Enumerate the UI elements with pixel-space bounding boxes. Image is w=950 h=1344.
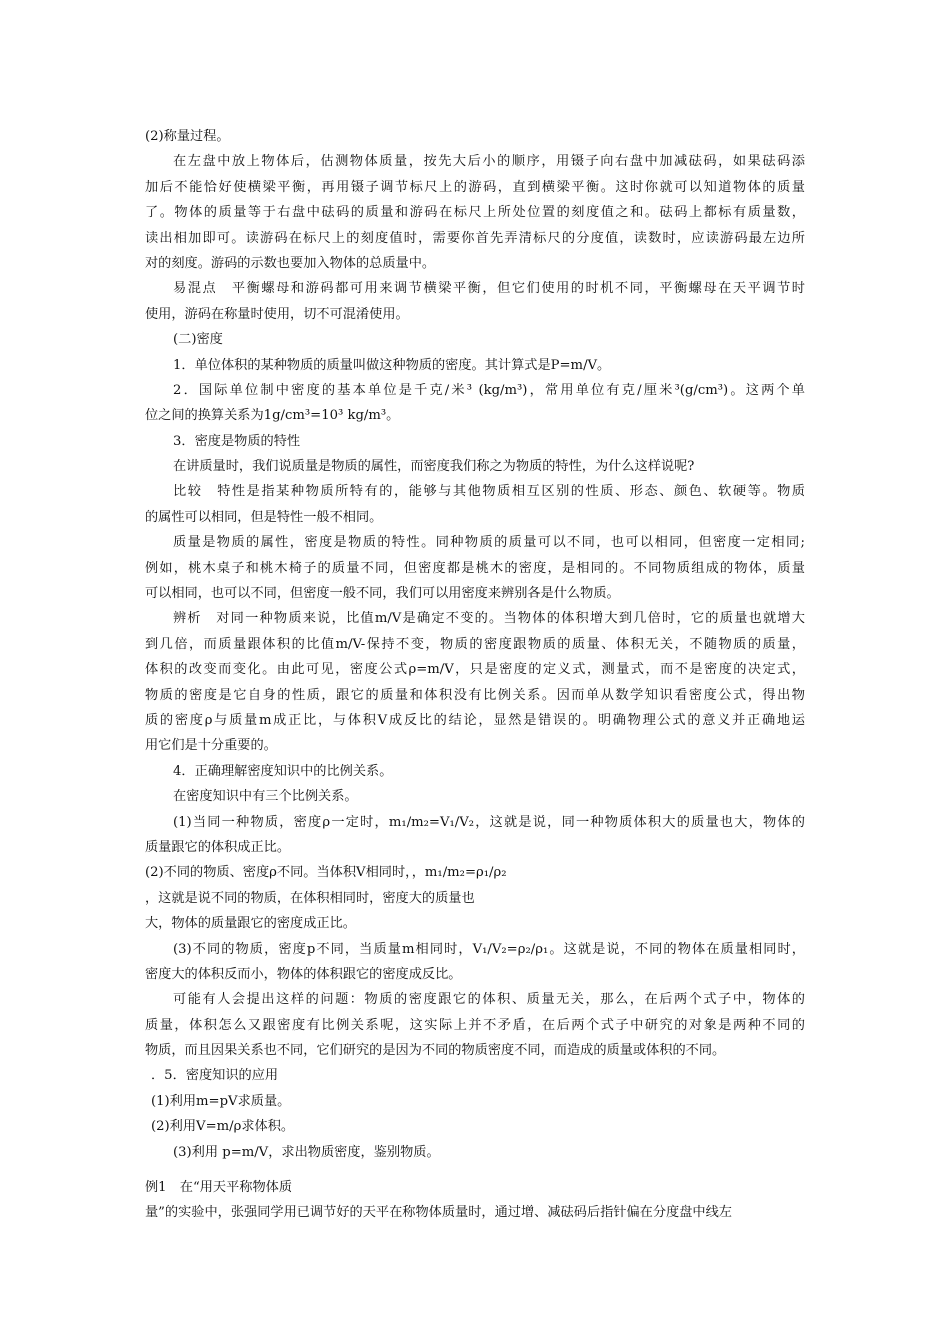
text-line: 易混点 平衡螺母和游码都可用来调节横梁平衡，但它们使用的时机不同，平衡螺母在天平调节时 — [173, 281, 805, 297]
text-line: 对的刻度。游码的示数也要加入物体的总质量中。 — [145, 255, 436, 271]
text-line: 密度大的体积反而小，物体的体积跟它的密度成反比。 — [145, 966, 462, 982]
text-line: 比较 特性是指某种物质所特有的，能够与其他物质相互区别的性质、形态、颜色、软硬等。物质 — [173, 484, 805, 500]
section-heading: 3．密度是物质的特性 — [173, 433, 301, 449]
text-line: 物质，而且因果关系也不同，它们研究的是因为不同的物质密度不同，而造成的质量或体积的不同。 — [145, 1043, 726, 1059]
section-heading: ．5．密度知识的应用 — [151, 1068, 279, 1084]
text-line: 辨析 对同一种物质来说，比值m/V是确定不变的。当物体的体积增大到几倍时，它的质量也就增大 — [173, 611, 805, 627]
text-line: 了。物体的质量等于右盘中砝码的质量和游码在标尺上所处位置的刻度值之和。砝码上都标有质量数， — [145, 205, 805, 221]
document-body — [145, 124, 805, 1226]
text-line: 使用，游码在称量时使用，切不可混淆使用。 — [145, 306, 409, 322]
text-line: 物质的密度是它自身的性质，跟它的质量和体积没有比例关系。因而单从数学知识看密度公式，得出物 — [145, 687, 805, 703]
text-line: (2)称量过程。 — [145, 129, 230, 144]
example-heading: 例1 在“用天平称物体质 — [145, 1180, 293, 1196]
text-line: (2)不同的物质、密度ρ不同。当体积V相同时，，m₁/m₂=ρ₁/ρ₂ — [145, 865, 507, 881]
text-line: (1)当同一种物质，密度ρ一定时，m₁/m₂=V₁/V₂，这就是说，同一种物质体积大的质量也大，物体的 — [173, 814, 805, 830]
text-line: 到几倍，而质量跟体积的比值m/V-保持不变，物质的密度跟物质的质量、体积无关，不随物质的质量， — [145, 636, 805, 652]
text-line: ，这就是说不同的物质，在体积相同时，密度大的质量也 — [145, 890, 475, 906]
text-line: 1．单位体积的某种物质的质量叫做这种物质的密度。其计算式是P=m/V。 — [173, 357, 611, 373]
text-line: 质的密度ρ与质量m成正比，与体积V成反比的结论，显然是错误的。明确物理公式的意义并正确地运 — [145, 712, 805, 728]
text-line: 用它们是十分重要的。 — [145, 738, 277, 754]
text-line: (3)利用 p=m/V，求出物质密度，鉴别物质。 — [173, 1144, 440, 1160]
text-line: 例如，桃木桌子和桃木椅子的质量不同，但密度都是桃木的密度，是相同的。不同物质组成的物体，质量 — [145, 560, 805, 576]
text-line: 质量，体积怎么又跟密度有比例关系呢，这实际上并不矛盾，在后两个式子中研究的对象是两种不同的 — [145, 1017, 805, 1033]
text-line: 质量是物质的属性，密度是物质的特性。同种物质的质量可以不同，也可以相同，但密度一定相同; — [173, 535, 805, 551]
text-line: 读出相加即可。读游码在标尺上的刻度值时，需要你首先弄清标尺的分度值，读数时，应读游码最左边所 — [145, 230, 805, 246]
text-line: 加后不能恰好使横梁平衡，再用镊子调节标尺上的游码，直到横梁平衡。这时你就可以知道物体的质量 — [145, 179, 805, 195]
section-heading: (二)密度 — [173, 332, 223, 348]
text-line: (2)利用V=m/ρ求体积。 — [151, 1119, 295, 1135]
text-line: 2．国际单位制中密度的基本单位是千克/米³ (kg/m³)，常用单位有克/厘米³(g/cm³)。这两个单 — [173, 382, 805, 398]
text-line: 体积的改变而变化。由此可见，密度公式ρ=m/V，只是密度的定义式，测量式，而不是密度的决定式， — [145, 662, 805, 678]
text-line: 大，物体的质量跟它的密度成正比。 — [145, 916, 356, 932]
text-line: 可以相同，也可以不同，但密度一般不同，我们可以用密度来辨别各是什么物质。 — [145, 586, 620, 602]
section-heading: 4．正确理解密度知识中的比例关系。 — [173, 763, 393, 779]
text-line: 质量跟它的体积成正比。 — [145, 839, 291, 855]
text-line: 的属性可以相同，但是特性一般不相同。 — [145, 509, 383, 525]
text-line: 在左盘中放上物体后，估测物体质量，按先大后小的顺序，用镊子向右盘中加减砝码，如果砝码添 — [173, 154, 805, 170]
text-line: 在讲质量时，我们说质量是物质的属性，而密度我们称之为物质的特性，为什么这样说呢? — [173, 459, 695, 475]
text-line: 位之间的换算关系为1g/cm³=10³ kg/m³。 — [145, 408, 400, 424]
text-line: 可能有人会提出这样的问题：物质的密度跟它的体积、质量无关，那么，在后两个式子中，物体的 — [173, 992, 805, 1008]
text-line: (1)利用m=pV求质量。 — [151, 1093, 291, 1109]
text-line: (3)不同的物质，密度p不同，当质量m相同时，V₁/V₂=ρ₂/ρ₁。这就是说，不同的物体在质量相同时， — [173, 941, 805, 957]
text-line: 量”的实验中，张强同学用已调节好的天平在称物体质量时，通过增、减砝码后指针偏在分度盘中线左 — [145, 1205, 732, 1221]
text-line: 在密度知识中有三个比例关系。 — [173, 789, 358, 805]
